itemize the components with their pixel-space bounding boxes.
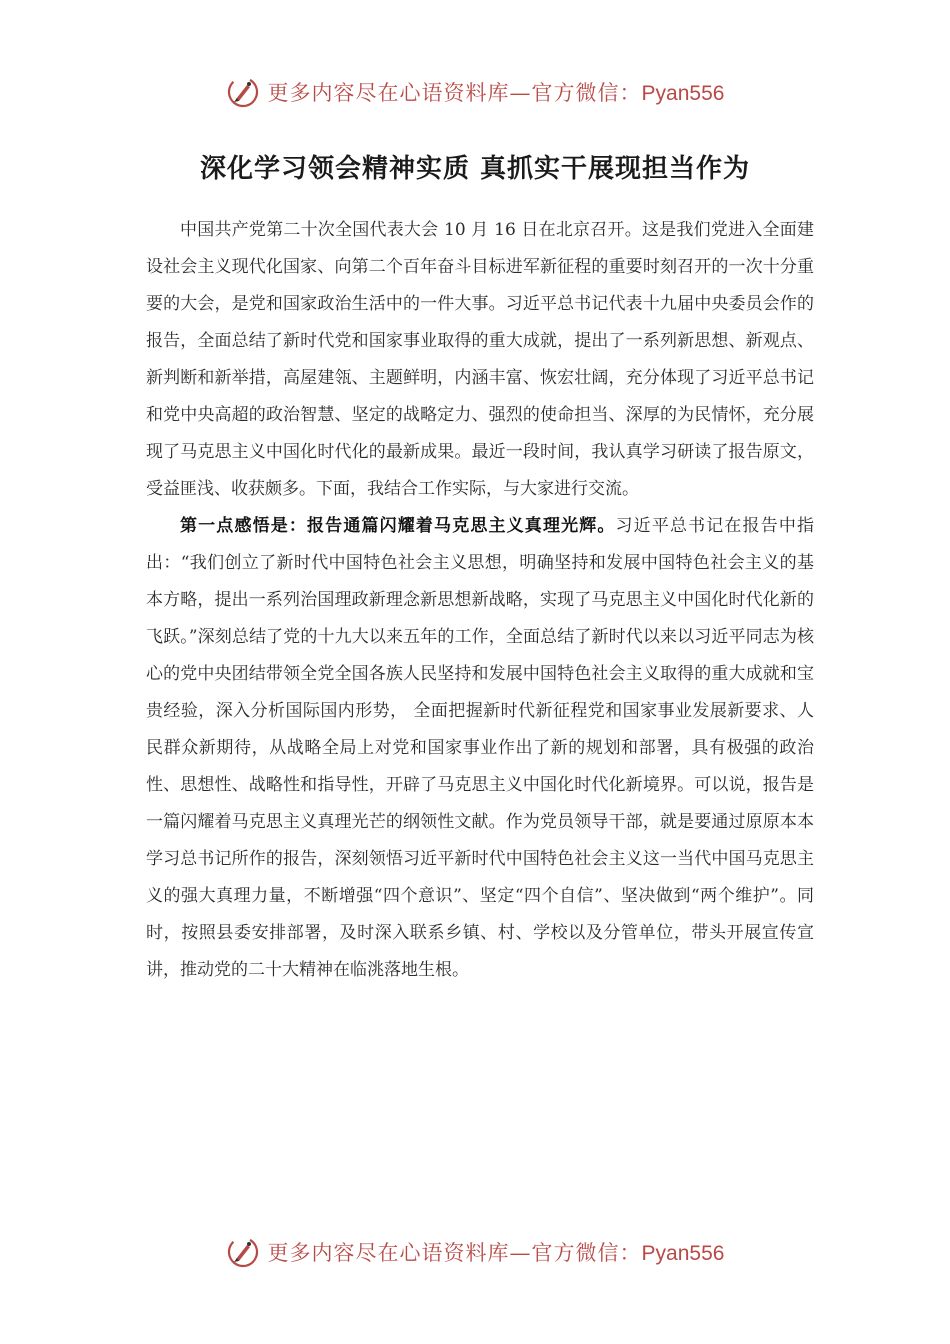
document-body [146, 212, 814, 989]
banner-text: 更多内容尽在心语资料库—官方微信：Pyan556 [267, 1241, 725, 1265]
document-title: 深化学习领会精神实质 真抓实干展现担当作为 [199, 154, 751, 184]
footer-banner [0, 1232, 950, 1272]
paragraph-lead: 第一点感悟是：报告通篇闪耀着马克思主义真理光辉。 [180, 516, 616, 536]
paragraph-intro: 中国共产党第二十次全国代表大会 10 月 16 日在北京召开。这是我们党进入全面建设社会主义现代化国家、向第二个百年奋斗目标进军新征程的重要时刻召开的一次十分重要的大会，是党和国家政治生活中的一件大事。习近平总书记代表十九届中央委员会作的报告，全面总结了新时代党和国家事业取得的重大成就，提出了一系列新思想、新观点、新判断和新举措，高屋建瓴、主题鲜明，内涵丰富、恢宏壮阔，充分体现了习近平总书记和党中央高超的政治智慧、坚定的战略定力、强烈的使命担当、深厚的为民情怀，充分展现了马克思主义中国化时代化的最新成果。最近一段时间，我认真学习研读了报告原文，受益匪浅、收获颇多。下面，我结合工作实际，与大家进行交流。 [146, 220, 814, 499]
paragraph-body: 习近平总书记在报告中指出：“我们创立了新时代中国特色社会主义思想，明确坚持和发展中国特色社会主义的基本方略，提出一系列治国理政新理念新思想新战略，实现了马克思主义中国化时代化新的飞跃。”深刻总结了党的十九大以来五年的工作，全面总结了新时代以来以习近平同志为核心的党中央团结带领全党全国各族人民坚持和发展中国特色社会主义取得的重大成就和宝贵经验，深入分析国际国内形势， 全面把握新时代新征程党和国家事业发展新要求、人民群众新期待，从战略全局上对党和国家事业作出了新的规划和部署，具有极强的政治性、思想性、战略性和指导性，开辟了马克思主义中国化时代化新境界。可以说，报告是一篇闪耀着马克思主义真理光芒的纲领性文献。作为党员领导干部，就是要通过原原本本学习总书记所作的报告，深刻领悟习近平新时代中国特色社会主义这一当代中国马克思主义的强大真理力量，不断增强“四个意识”、坚定“四个自信”、坚决做到“两个维护”。同时，按照县委安排部署，及时深入联系乡镇、村、学校以及分管单位，带头开展宣传宣讲，推动党的二十大精神在临洮落地生根。 [146, 516, 815, 980]
brush-pen-logo-icon [226, 75, 260, 109]
brush-pen-logo-icon [226, 1235, 260, 1269]
header-banner [0, 72, 950, 112]
paragraph-first-insight [146, 508, 814, 989]
banner-text: 更多内容尽在心语资料库—官方微信：Pyan556 [267, 81, 725, 105]
banner-handle: Pyan556 [641, 82, 725, 105]
banner-handle: Pyan556 [641, 1242, 725, 1265]
